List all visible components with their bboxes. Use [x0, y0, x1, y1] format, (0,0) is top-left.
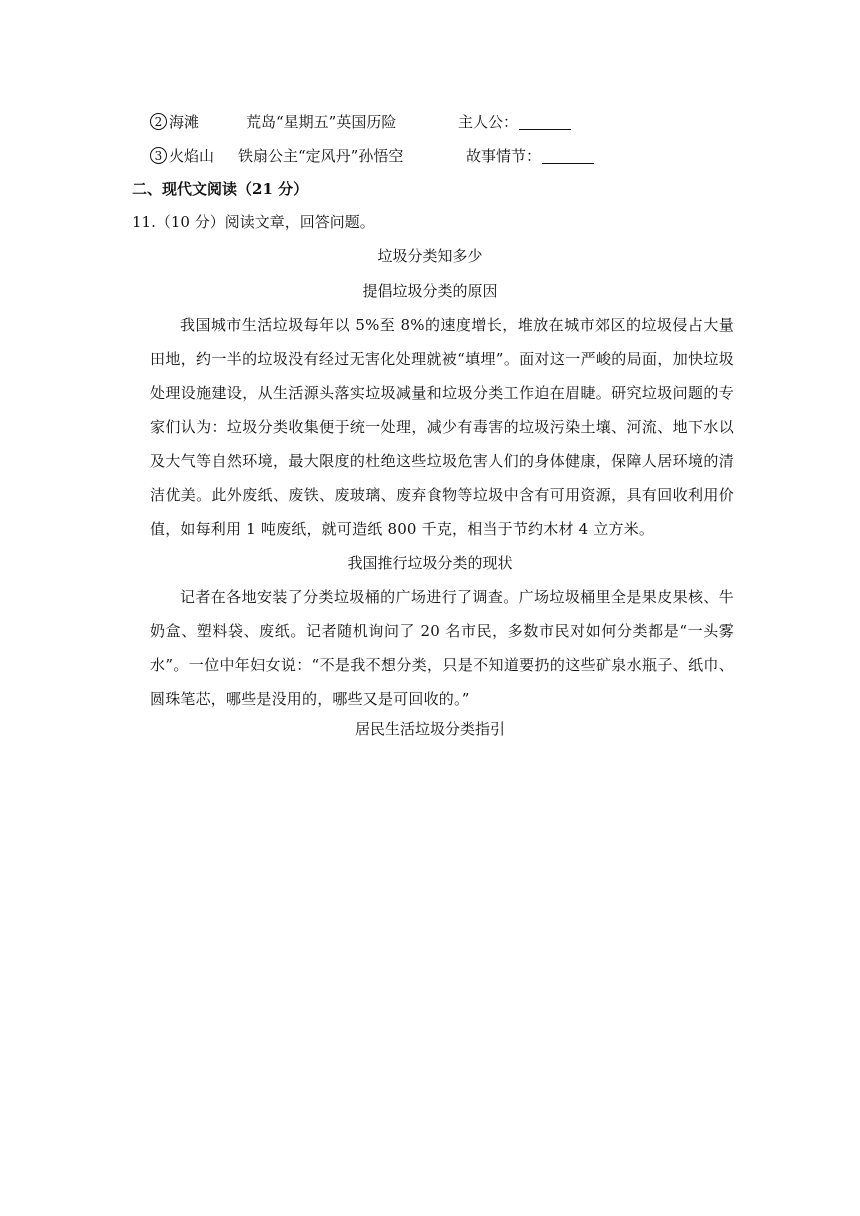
section-heading-status: 我国推行垃圾分类的现状: [347, 554, 513, 572]
matching-item-2: [150, 112, 710, 132]
matching-item-3: [150, 146, 710, 166]
item-prompt: 故事情节：: [466, 147, 542, 165]
item-detail: 铁扇公主“定风丹”孙悟空: [238, 147, 404, 165]
answer-blank[interactable]: [542, 149, 594, 164]
article-title: 垃圾分类知多少: [377, 247, 483, 265]
circled-number: 2: [150, 113, 167, 130]
circled-number: 3: [150, 147, 167, 164]
item-place-group: [150, 112, 199, 132]
paragraph-reasons: 我国城市生活垃圾每年以 5%至 8%的速度增长，堆放在城市郊区的垃圾侵占大量田地，约一半的垃圾没有经过无害化处理就被“填埋”。面对这一严峻的局面，加快垃圾处理设施建设，从生活源头落实垃圾减量和垃圾分类工作迫在眉睫。研究垃圾问题的专家们认为：垃圾分类收集便于统一处理，减少有毒害的垃圾污染土壤、河流、地下水以及大气等自然环境，最大限度的杜绝这些垃圾危害人们的身体健康，保障人居环境的清洁优美。此外废纸、废铁、废玻璃、废弃食物等垃圾中含有可用资源，具有回收利用价值，如每利用 1 吨废纸，就可造纸 800 千克，相当于节约木材 4 立方米。: [150, 316, 734, 538]
item-prompt-group: [458, 112, 571, 132]
item-prompt-group: [466, 146, 594, 166]
item-detail: 荒岛“星期五”英国历险: [246, 113, 397, 131]
item-place: 火焰山: [169, 147, 215, 165]
question-prompt: 11.（10 分）阅读文章，回答问题。: [132, 213, 375, 231]
section-heading-reasons: 提倡垃圾分类的原因: [362, 282, 498, 300]
section-heading-guide: 居民生活垃圾分类指引: [354, 720, 505, 738]
item-place-group: [150, 146, 214, 166]
paragraph-status: 记者在各地安装了分类垃圾桶的广场进行了调查。广场垃圾桶里全是果皮果核、牛奶盒、塑料袋、废纸。记者随机询问了 20 名市民，多数市民对如何分类都是“一头雾水”。一位中年妇女说：“不是我不想分类，只是不知道要扔的这些矿泉水瓶子、纸巾、圆珠笔芯，哪些是没用的，哪些又是可回收的。”: [150, 588, 734, 708]
item-prompt: 主人公：: [458, 113, 519, 131]
section-title: 二、现代文阅读（21 分）: [132, 180, 309, 198]
item-place: 海滩: [169, 113, 200, 131]
answer-blank[interactable]: [519, 115, 571, 130]
